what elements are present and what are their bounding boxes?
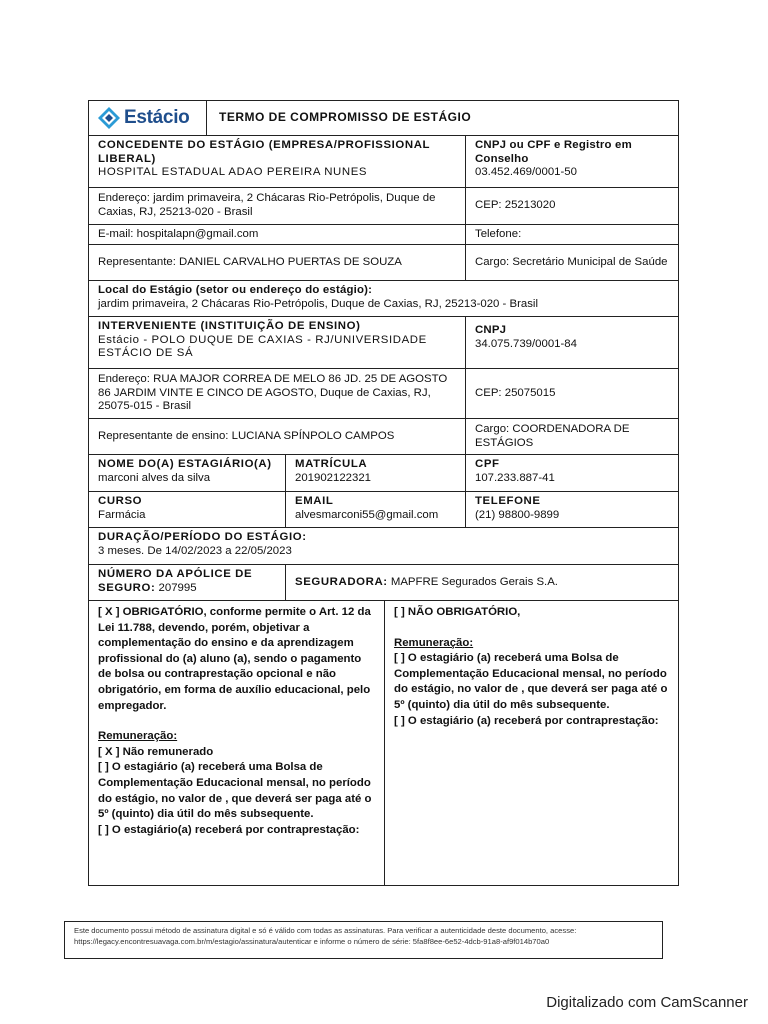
interveniente-cnpj-cell [465, 317, 678, 368]
non-mandatory-bolsa-option: [ ] O estagiário (a) receberá uma Bolsa de Complementação Educacional mensal, no período do estágio, no valor de , que deverá ser paga até o 5º (quinto) dia útil do mês subsequente. [394, 652, 668, 711]
non-mandatory-clause [384, 601, 678, 885]
camscanner-watermark: Digitalizado com CamScanner [546, 994, 748, 1011]
interveniente-row [89, 316, 678, 368]
concedente-representative: Representante: DANIEL CARVALHO PUERTAS DE SOUZA [98, 255, 402, 268]
duration-heading: DURAÇÃO/PERÍODO DO ESTÁGIO: [98, 531, 307, 543]
concedente-phone: Telefone: [465, 225, 678, 244]
concedente-address-row [89, 187, 678, 224]
insurer-name: MAPFRE Segurados Gerais S.A. [390, 575, 558, 588]
local-cell [89, 281, 678, 316]
footer-notice: Este documento possui método de assinatura digital e só é válido com todas as assinaturas. Para verificar a autenticidade deste documento, acesse: [74, 926, 577, 935]
non-mandatory-remuneration-heading: Remuneração: [394, 636, 474, 649]
student-matricula: 201902122321 [295, 471, 372, 484]
concedente-rep-row [89, 244, 678, 280]
duration-row [89, 527, 678, 564]
student-matricula-heading: MATRÍCULA [295, 458, 368, 470]
course-cell [89, 492, 285, 527]
concedente-cep: CEP: 25213020 [465, 188, 678, 224]
mandatory-unpaid-option: [ X ] Não remunerado [98, 745, 214, 758]
local-value: jardim primaveira, 2 Chácaras Rio-Petrópolis, Duque de Caxias, RJ, 25213-020 - Brasil [98, 297, 538, 310]
student-cpf-heading: CPF [475, 458, 500, 470]
policy-heading: NÚMERO DA APÓLICE DE SEGURO: [98, 568, 253, 594]
policy-number: 207995 [158, 581, 197, 594]
non-mandatory-contraprestacao-option: [ ] O estagiário (a) receberá por contraprestação: [394, 714, 659, 727]
local-row [89, 280, 678, 316]
interveniente-cep: CEP: 25075015 [465, 369, 678, 418]
student-matricula-cell [285, 455, 465, 491]
duration-cell [89, 528, 678, 564]
concedente-cnpj: 03.452.469/0001-50 [475, 166, 577, 179]
policy-cell [89, 565, 285, 600]
interveniente-cell [89, 317, 465, 368]
concedente-cnpj-cell [465, 136, 678, 187]
interveniente-address-row [89, 368, 678, 418]
concedente-contact-row [89, 224, 678, 244]
form-header [89, 101, 678, 135]
student-email-heading: EMAIL [295, 495, 334, 507]
student-email-cell [285, 492, 465, 527]
student-row [89, 454, 678, 491]
student-cpf-cell [465, 455, 678, 491]
concedente-name: HOSPITAL ESTADUAL ADAO PEREIRA NUNES [98, 166, 368, 179]
concedente-heading: CONCEDENTE DO ESTÁGIO (EMPRESA/PROFISSIONAL LIBERAL) [98, 139, 430, 165]
insurance-row [89, 564, 678, 600]
course-heading: CURSO [98, 495, 143, 507]
logo-text: Estácio [124, 107, 190, 129]
interveniente-rep-row [89, 418, 678, 454]
footer-verification-link[interactable]: https://legacy.encontresuavaga.com.br/m/estagio/assinatura/autenticar e informe o número de série: 5fa8f8ee-6e52-4dcb-91a8-af9f014b70a0 [74, 936, 550, 946]
mandatory-remuneration-heading: Remuneração: [98, 730, 178, 743]
concedente-email: E-mail: hospitalapn@gmail.com [98, 227, 259, 240]
insurer-heading: SEGURADORA: [295, 575, 388, 588]
estacio-logo [89, 101, 206, 135]
concedente-role: Cargo: Secretário Municipal de Saúde [465, 245, 678, 280]
internship-term-form [88, 100, 679, 886]
student-name: marconi alves da silva [98, 471, 211, 484]
mandatory-text: [ X ] OBRIGATÓRIO, conforme permite o Art. 12 da Lei 11.788, devendo, porém, objetivar a complementação do ensino e da aprendizagem profissional do (a) aluno (a), sendo o pagamento de bolsa ou contraprestação opcional e não obrigatório, em forma de auxílio educacional, pelo empregador. [98, 606, 371, 712]
non-mandatory-text: [ ] NÃO OBRIGATÓRIO, [394, 606, 521, 618]
concedente-address: Endereço: jardim primaveira, 2 Chácaras Rio-Petrópolis, Duque de Caxias, RJ, 25213-020 - Brasil [98, 192, 436, 218]
mandatory-bolsa-option: [ ] O estagiário (a) receberá uma Bolsa de Complementação Educacional mensal, no período do estágio, no valor de , que deverá ser paga até o 5º (quinto) dia útil do mês subsequente. [98, 761, 372, 821]
interveniente-cnpj-heading: CNPJ [475, 324, 507, 336]
interveniente-role: Cargo: COORDENADORA DE ESTÁGIOS [465, 419, 678, 454]
student-phone: (21) 98800-9899 [475, 508, 560, 521]
internship-type-row [89, 600, 678, 885]
interveniente-cnpj: 34.075.739/0001-84 [475, 337, 577, 350]
interveniente-address: Endereço: RUA MAJOR CORREA DE MELO 86 JD. 25 DE AGOSTO 86 JARDIM VINTE E CINCO DE AGOSTO, Duque de Caxias, RJ, 25075-015 - Brasil [98, 373, 448, 413]
course-row [89, 491, 678, 527]
insurer-cell [285, 565, 678, 600]
concedente-cnpj-heading: CNPJ ou CPF e Registro em Conselho [475, 139, 632, 165]
signature-footer [64, 921, 663, 959]
student-name-heading: NOME DO(A) ESTAGIÁRIO(A) [98, 458, 272, 470]
concedente-cell [89, 136, 465, 187]
mandatory-contraprestacao-option: [ ] O estagiário(a) receberá por contraprestação: [98, 823, 360, 836]
estacio-logo-icon [97, 106, 121, 130]
concedente-row [89, 135, 678, 187]
course-value: Farmácia [98, 508, 146, 521]
duration-value: 3 meses. De 14/02/2023 a 22/05/2023 [98, 544, 292, 557]
interveniente-heading: INTERVENIENTE (INSTITUIÇÃO DE ENSINO) [98, 320, 361, 332]
local-heading: Local do Estágio (setor ou endereço do estágio): [98, 284, 373, 296]
student-phone-cell [465, 492, 678, 527]
student-phone-heading: TELEFONE [475, 495, 541, 507]
interveniente-representative: Representante de ensino: LUCIANA SPÍNPOLO CAMPOS [98, 429, 395, 442]
student-name-cell [89, 455, 285, 491]
mandatory-clause [89, 601, 384, 885]
form-title: TERMO DE COMPROMISSO DE ESTÁGIO [206, 101, 678, 135]
interveniente-name: Estácio - POLO DUQUE DE CAXIAS - RJ/UNIVERSIDADE ESTÁCIO DE SÁ [98, 333, 427, 360]
student-email: alvesmarconi55@gmail.com [295, 508, 439, 521]
student-cpf: 107.233.887-41 [475, 471, 555, 484]
